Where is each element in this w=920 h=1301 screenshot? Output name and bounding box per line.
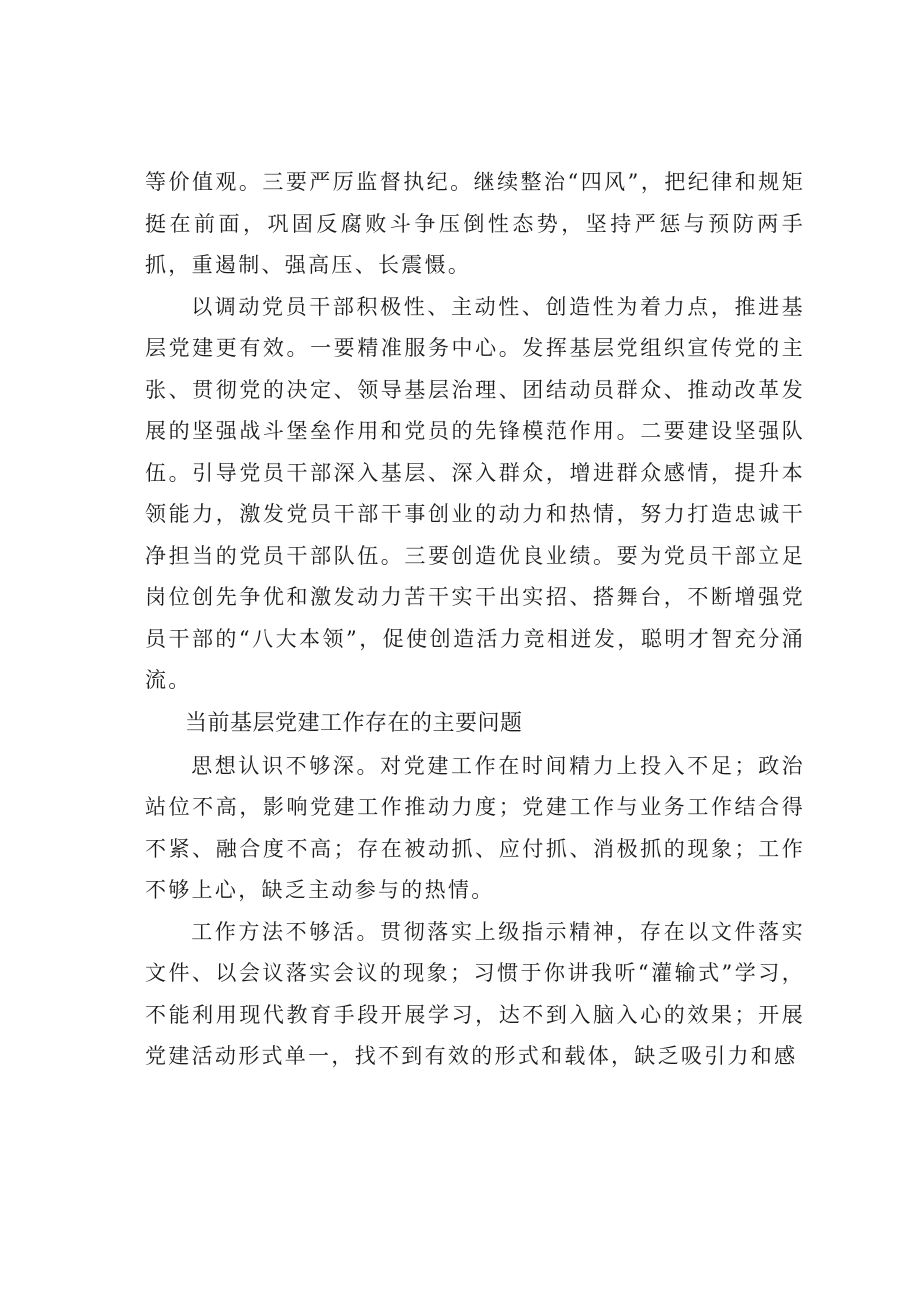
paragraph-thinking-awareness: 思想认识不够深。对党建工作在时间精力上投入不足；政治站位不高，影响党建工作推动力度；党建工作与业务工作结合得不紧、融合度不高；存在被动抓、应付抓、消极抓的现象；工作不够上心，缺乏主动参与的热情。 (145, 753, 805, 902)
document-page (145, 162, 805, 1078)
paragraph-continuation: 等价值观。三要严厉监督执纪。继续整治“四风”，把纪律和规矩挺在前面，巩固反腐败斗争压倒性态势，坚持严惩与预防两手抓，重遏制、强高压、长震慑。 (145, 170, 805, 277)
paragraph-party-building-effectiveness: 以调动党员干部积极性、主动性、创造性为着力点，推进基层党建更有效。一要精准服务中心。发挥基层党组织宣传党的主张、贯彻党的决定、领导基层治理、团结动员群众、推动改革发展的坚强战斗堡垒作用和党员的先锋模范作用。二要建设坚强队伍。引导党员干部深入基层、深入群众，增进群众感情，提升本领能力，激发党员干部干事创业的动力和热情，努力打造忠诚干净担当的党员干部队伍。三要创造优良业绩。要为党员干部立足岗位创先争优和激发动力苦干实干出实招、搭舞台，不断增强党员干部的“八大本领”，促使创造活力竞相迸发，聪明才智充分涌流。 (145, 294, 805, 692)
section-heading: 当前基层党建工作存在的主要问题 (185, 710, 523, 736)
paragraph-work-methods: 工作方法不够活。贯彻落实上级指示精神，存在以文件落实文件、以会议落实会议的现象；习惯于你讲我听“灌输式”学习，不能利用现代教育手段开展学习，达不到入脑入心的效果；开展党建活动形式单一，找不到有效的形式和载体，缺乏吸引力和感 (145, 919, 805, 1068)
